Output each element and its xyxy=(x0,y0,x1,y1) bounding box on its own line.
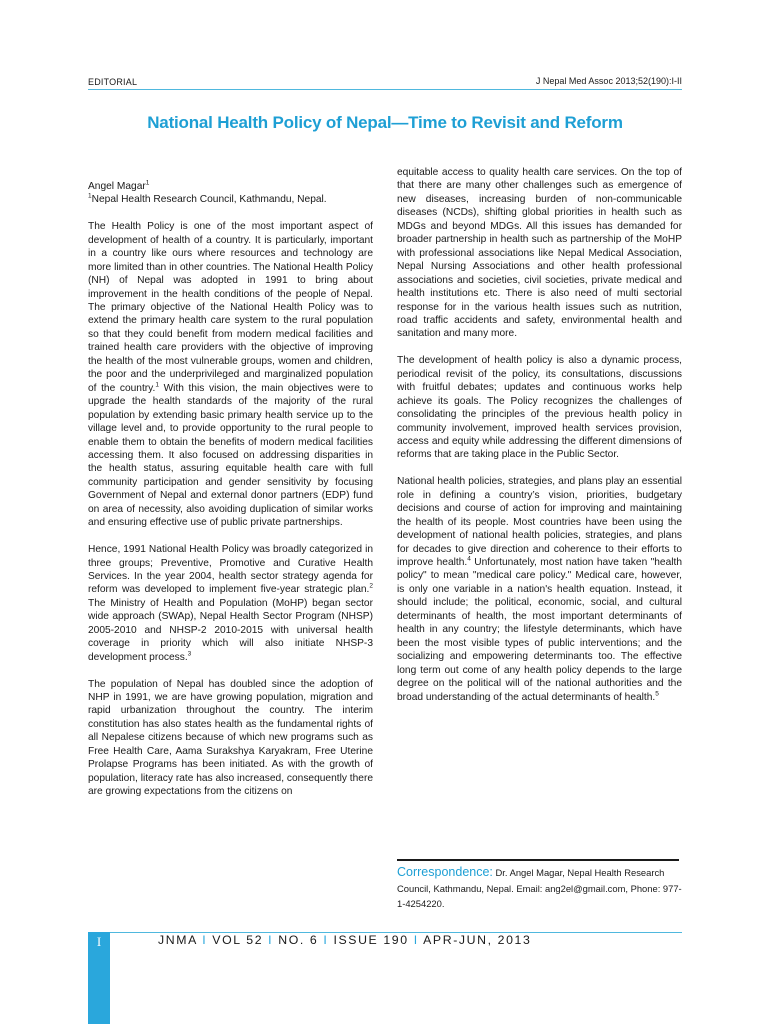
footer-issue: ISSUE 190 xyxy=(333,933,409,947)
reference-marker: 3 xyxy=(187,650,192,658)
footer-separator: I xyxy=(323,933,329,947)
reference-marker: 1 xyxy=(155,381,159,389)
author-name: Angel Magar xyxy=(88,181,146,192)
paragraph: The population of Nepal has doubled since the adoption of NHP in 1991, we are have growing population, migration and rapid urbanization throughout the country. The interim constitution has also states health as the fundamental rights of all Nepalese citizens because of which new programs such as Free Health Care, Aama Surakshya Karyakram, Free Uterine Prolapse Programs has been initiated. As with the growth of population, literacy rate has also increased, consequently there are growing expectations from the citizens on xyxy=(88,678,373,798)
paragraph-text: The Health Policy is one of the most important aspect of development of health of a country. It is particularly, important in a country like ours where resources and technology are more limited than in other countries. The National Health Policy (NH) of Nepal was adopted in 1991 to bring about improvement in the health conditions of the people of Nepal. The primary objective of the National Health Policy was to extend the primary health care system to the rural population so that they could benefit from modern medical facilities and trained health care providers with the objective of improving the health of the most vulnerable groups, women and children, the poor and the underprivileged and marginalized population of the country. xyxy=(88,221,373,394)
correspondence-label: Correspondence: xyxy=(397,865,493,879)
footer-separator: I xyxy=(413,933,419,947)
affiliation-text: Nepal Health Research Council, Kathmandu, Nepal. xyxy=(91,194,327,206)
paragraph-text: National health policies, strategies, and plans play an essential role in defining a country’s vision, priorities, budgetary decisions and course of action for improving and maintaining the health of its people. Most countries have been using the development of national health policies, strategies, and plans for decades to give direction and coherence to their efforts to improve health. xyxy=(397,476,682,569)
paragraph: The development of health policy is also a dynamic process, periodical revisit of the policy, its consultations, discussions with fruitful debates; updates and continuous works help achieve its goals. The Policy recognizes the challenges of consolidating the principles of the previous health policy in community involvement, improved health services provision, access and equity while addressing the different dimensions of reforms that are taking place in the Public Sector. xyxy=(397,355,682,461)
paragraph xyxy=(88,543,373,664)
affiliation-sup: 1 xyxy=(88,193,92,201)
footer-volume: VOL 52 xyxy=(212,933,264,947)
reference-marker: 5 xyxy=(655,690,659,698)
footer-date: APR-JUN, 2013 xyxy=(423,933,532,947)
section-label: EDITORIAL xyxy=(88,77,138,87)
paragraph-text: Unfortunately, most nation have taken "health policy" to mean "medical care policy." Medical care, however, is only one variable in a nation's health equation. Instead, it should include; the political, economic, social, and cultural determinants of health, the most important determinants of health in any country; the lifestyle determinants, which have been the most visible types of public interventions; and the socializing and empowering determinants too. The effective long term out come of any health policy depends to the large degree on the political will of the national authorities and the broad understanding of the actual determinants of health. xyxy=(397,557,682,703)
correspondence-text: Dr. Angel Magar, Nepal Health Research Council, Kathmandu, Nepal. Email: ang2el@gmail.com, Phone: 977-1-4254220. xyxy=(397,867,682,909)
paragraph-text: With this vision, the main objectives were to upgrade the health standards of the majority of the rural population by extending basic primary health service up to the village level and, to provide opportunity to the rural people to enable them to obtain the benefits of modern medical facilities accessing them. It also focused on addressing disparities in the health status, assuring equitable health care with full community participation and gender sensitivity by focusing Government of Nepal and external donor partners (EDP) fund on area of necessity, also avoiding duplication of similar works and ensuring effective use of public private partnerships. xyxy=(88,382,373,529)
paragraph xyxy=(88,220,373,529)
right-column xyxy=(397,166,682,704)
paragraph-text: Hence, 1991 National Health Policy was broadly categorized in three groups; Preventive, Promotive and Curative Health Services. In the year 2004, health sector strategy agenda for reform was developed to implement five-year strategic plan. xyxy=(88,544,373,596)
paragraph-text: The Ministry of Health and Population (MoHP) began sector wide approach (SWAp), Nepal Health Sector Program (NHSP) 2005-2010 and NHSP-2 2010-2015 with universal health coverage in priority which will also initiate NHSP-3 development process. xyxy=(88,597,373,663)
footer-journal-info xyxy=(158,933,531,947)
author-line xyxy=(88,180,373,193)
journal-citation: J Nepal Med Assoc 2013;52(190):I-II xyxy=(535,76,682,86)
correspondence-block xyxy=(397,865,682,912)
footer-number: NO. 6 xyxy=(278,933,319,947)
paragraph xyxy=(397,475,682,704)
article-title: National Health Policy of Nepal—Time to Revisit and Reform xyxy=(147,113,623,132)
footer-journal: JNMA xyxy=(158,933,198,947)
page-number: I xyxy=(96,934,102,949)
correspondence-rule xyxy=(397,859,679,861)
reference-marker: 4 xyxy=(467,555,471,563)
reference-marker: 2 xyxy=(369,583,373,591)
footer-separator: I xyxy=(202,933,208,947)
paragraph: equitable access to quality health care services. On the top of that there are many other challenges such as emergence of new diseases, increasing burden of non-communicable diseases (NCDs), shifting global priorities in health such as MDGs and beyond MDGs. All this issues has demanded for broader partnership in health such as partnership of the MoHP with professional associations like Nepal Medical Association, Nepal Nursing Associations and other health professional associations and societies, civil societies, private medical and health institutions etc. There is also need of multi sectorial response for in the various health issues such as nutrition, road traffic accidents and safety, environmental health and sanitation and many more. xyxy=(397,167,682,340)
footer-separator: I xyxy=(268,933,274,947)
author-sup: 1 xyxy=(145,179,150,187)
affiliation xyxy=(88,193,373,206)
left-column xyxy=(88,180,373,799)
running-head xyxy=(88,76,682,90)
